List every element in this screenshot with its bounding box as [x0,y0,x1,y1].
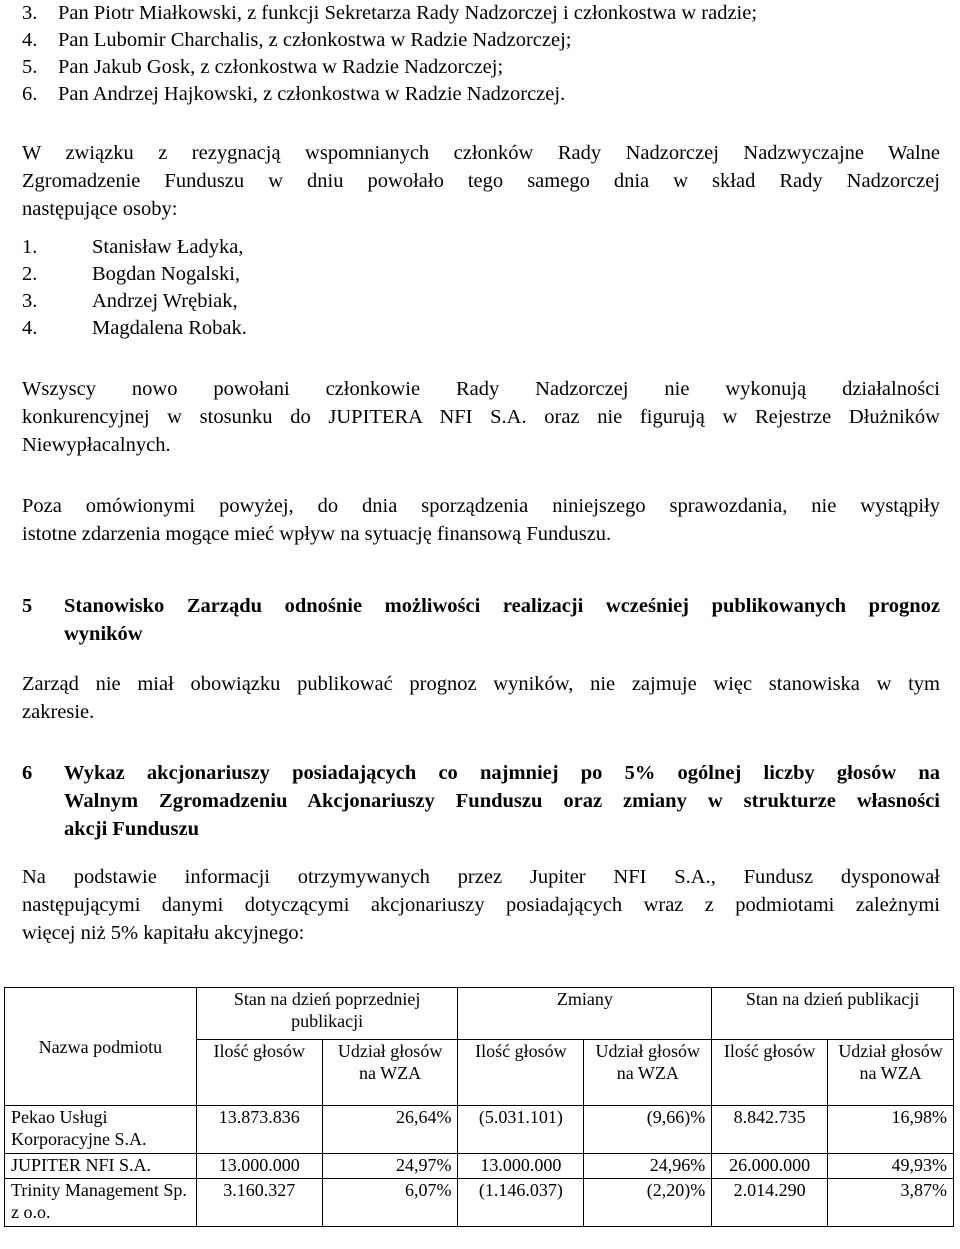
column-header-votes: Ilość głosów [712,1040,828,1106]
entity-name: Pekao Usługi Korporacyjne S.A. [5,1106,197,1154]
prev-share: 6,07% [322,1179,458,1227]
paragraph-line: Wszyscy nowo powołani członkowie Rady Nadzorczej nie wykonują działalności [22,378,940,400]
list-item: 4. Magdalena Robak. [22,317,247,339]
list-item: 3. Andrzej Wrębiak, [22,290,238,312]
paragraph-line: więcej niż 5% kapitału akcyjnego: [22,922,305,944]
prev-votes: 13.000.000 [196,1154,322,1179]
list-item: 1. Stanisław Ładyka, [22,236,244,258]
column-header-share: Udział głosów na WZA [828,1040,954,1106]
paragraph-line: zakresie. [22,701,95,723]
section-title-line: wyników [64,623,143,645]
section-title-line: Walnym Zgromadzeniu Akcjonariuszy Funduszu oraz zmiany w strukturze własności [64,790,940,812]
paragraph-line: konkurencyjnej w stosunku do JUPITERA NFI S.A. oraz nie figurują w Rejestrze Dłużników [22,406,940,428]
column-group-current: Stan na dzień publikacji [712,988,954,1040]
column-header-share: Udział głosów na WZA [322,1040,458,1106]
change-votes: 13.000.000 [458,1154,584,1179]
paragraph-line: Niewypłacalnych. [22,434,171,456]
paragraph-line: Na podstawie informacji otrzymywanych przez Jupiter NFI S.A., Fundusz dysponował [22,866,940,888]
column-group-changes: Zmiany [458,988,712,1040]
prev-votes: 3.160.327 [196,1179,322,1227]
current-share: 3,87% [828,1179,954,1227]
paragraph-line: Zarząd nie miał obowiązku publikować prognoz wyników, nie zajmuje więc stanowiska w tym [22,673,940,695]
table-row [5,1179,954,1227]
current-share: 16,98% [828,1106,954,1154]
list-item: 5. Pan Jakub Gosk, z członkostwa w Radzie Nadzorczej; [22,56,504,78]
list-item: 3. Pan Piotr Miałkowski, z funkcji Sekretarza Rady Nadzorczej i członkostwa w radzie; [22,2,758,24]
current-votes: 2.014.290 [712,1179,828,1227]
entity-name: Trinity Management Sp. z o.o. [5,1179,197,1227]
section-number: 5 [22,595,33,617]
change-votes: (1.146.037) [458,1179,584,1227]
change-share: (9,66)% [584,1106,712,1154]
current-votes: 8.842.735 [712,1106,828,1154]
current-share: 49,93% [828,1154,954,1179]
list-item: 6. Pan Andrzej Hajkowski, z członkostwa w Radzie Nadzorczej. [22,83,566,105]
section-title-line: Stanowisko Zarządu odnośnie możliwości realizacji wcześniej publikowanych prognoz [64,595,940,617]
section-number: 6 [22,762,33,784]
current-votes: 26.000.000 [712,1154,828,1179]
section-heading [22,592,940,648]
paragraph-line: następujące osoby: [22,198,178,220]
change-share: (2,20)% [584,1179,712,1227]
column-group-previous: Stan na dzień poprzedniej publikacji [196,988,458,1040]
column-header-entity: Nazwa podmiotu [5,988,197,1106]
list-item: 2. Bogdan Nogalski, [22,263,241,285]
section-title-line: Wykaz akcjonariuszy posiadających co najmniej po 5% ogólnej liczby głosów na [64,762,940,784]
column-header-votes: Ilość głosów [196,1040,322,1106]
paragraph-line: Poza omówionymi powyżej, do dnia sporządzenia niniejszego sprawozdania, nie wystąpiły [22,495,940,517]
paragraph-line: W związku z rezygnacją wspomnianych członków Rady Nadzorczej Nadzwyczajne Walne [22,142,940,164]
paragraph-line: Zgromadzenie Funduszu w dniu powołało tego samego dnia w skład Rady Nadzorczej [22,170,940,192]
change-share: 24,96% [584,1154,712,1179]
section-title-line: akcji Funduszu [64,818,200,840]
entity-name: JUPITER NFI S.A. [5,1154,197,1179]
column-header-votes: Ilość głosów [458,1040,584,1106]
list-item: 4. Pan Lubomir Charchalis, z członkostwa w Radzie Nadzorczej; [22,29,572,51]
prev-votes: 13.873.836 [196,1106,322,1154]
prev-share: 26,64% [322,1106,458,1154]
shareholders-table [4,987,954,1227]
column-header-share: Udział głosów na WZA [584,1040,712,1106]
table-row [5,1106,954,1154]
change-votes: (5.031.101) [458,1106,584,1154]
section-heading [22,759,940,843]
table-row [5,1154,954,1179]
paragraph-line: następującymi danymi dotyczącymi akcjonariuszy posiadających wraz z podmiotami zależnymi [22,894,940,916]
paragraph-line: istotne zdarzenia mogące mieć wpływ na sytuację finansową Funduszu. [22,523,612,545]
prev-share: 24,97% [322,1154,458,1179]
